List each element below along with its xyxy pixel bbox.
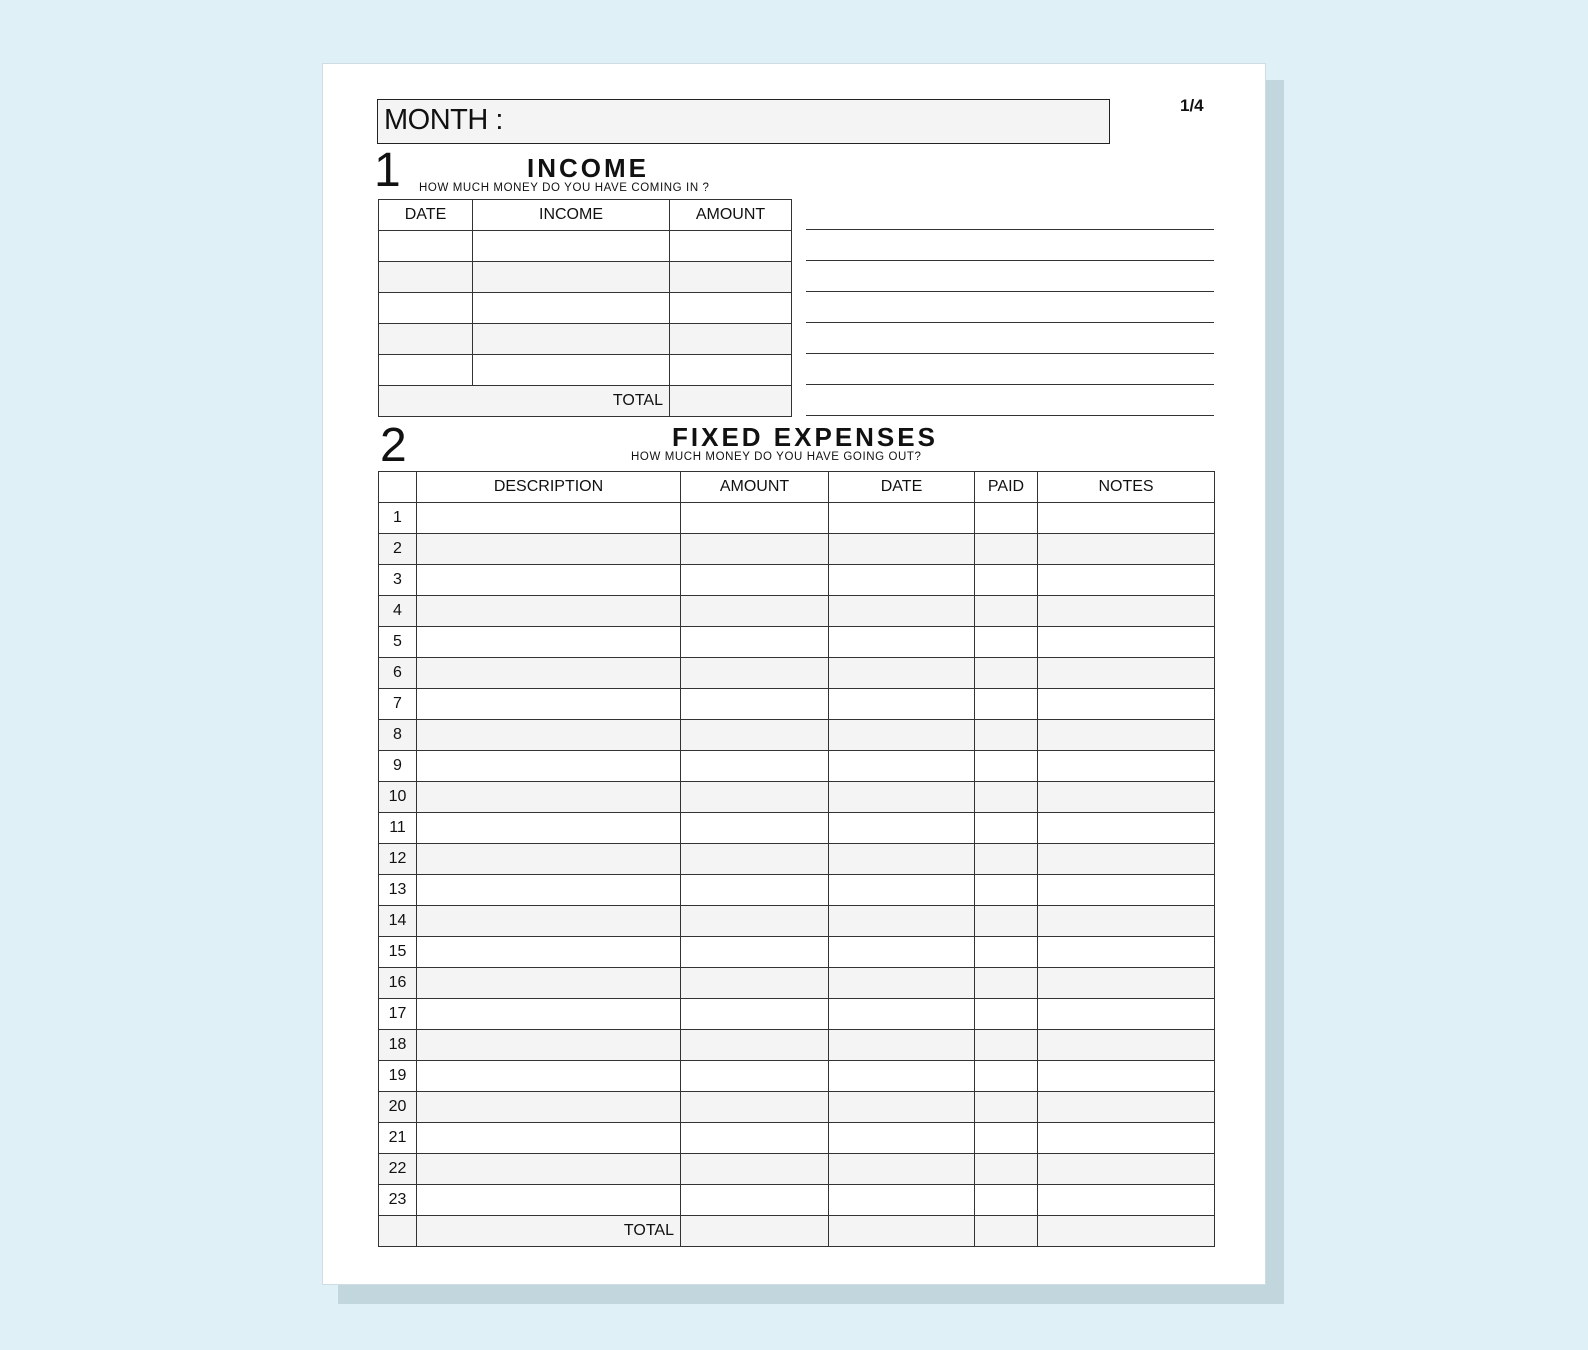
expense-row-number: 17 bbox=[379, 999, 417, 1030]
expense-description-cell[interactable] bbox=[417, 1123, 681, 1154]
income-date-cell[interactable] bbox=[379, 324, 473, 355]
expense-notes-cell[interactable] bbox=[1038, 596, 1215, 627]
expense-paid-cell[interactable] bbox=[975, 627, 1038, 658]
income-table bbox=[378, 199, 792, 417]
expense-row-number: 1 bbox=[379, 503, 417, 534]
expense-date-cell[interactable] bbox=[829, 906, 975, 937]
expense-notes-cell[interactable] bbox=[1038, 503, 1215, 534]
expense-notes-cell[interactable] bbox=[1038, 627, 1215, 658]
expense-paid-cell[interactable] bbox=[975, 782, 1038, 813]
expense-row-number: 23 bbox=[379, 1185, 417, 1216]
expense-row bbox=[379, 999, 1215, 1030]
expense-description-cell[interactable] bbox=[417, 534, 681, 565]
expense-notes-cell[interactable] bbox=[1038, 906, 1215, 937]
expense-date-cell[interactable] bbox=[829, 1123, 975, 1154]
expense-description-cell[interactable] bbox=[417, 999, 681, 1030]
expense-row bbox=[379, 565, 1215, 596]
expense-amount-cell[interactable] bbox=[681, 565, 829, 596]
expense-description-cell[interactable] bbox=[417, 937, 681, 968]
expense-row-number: 20 bbox=[379, 1092, 417, 1123]
income-subtitle: HOW MUCH MONEY DO YOU HAVE COMING IN ? bbox=[419, 182, 710, 194]
expense-notes-cell[interactable] bbox=[1038, 813, 1215, 844]
expense-row-number: 16 bbox=[379, 968, 417, 999]
income-total-cell[interactable] bbox=[670, 386, 792, 417]
expense-description-cell[interactable] bbox=[417, 503, 681, 534]
expense-paid-cell[interactable] bbox=[975, 937, 1038, 968]
expense-date-cell[interactable] bbox=[829, 720, 975, 751]
expense-row bbox=[379, 813, 1215, 844]
expense-paid-cell[interactable] bbox=[975, 720, 1038, 751]
expense-description-cell[interactable] bbox=[417, 782, 681, 813]
expense-row-number: 5 bbox=[379, 627, 417, 658]
expense-notes-cell[interactable] bbox=[1038, 565, 1215, 596]
expense-date-cell[interactable] bbox=[829, 968, 975, 999]
expense-row bbox=[379, 1154, 1215, 1185]
income-row bbox=[379, 293, 792, 324]
expense-row bbox=[379, 751, 1215, 782]
expense-description-cell[interactable] bbox=[417, 906, 681, 937]
expense-paid-cell[interactable] bbox=[975, 503, 1038, 534]
expense-description-cell[interactable] bbox=[417, 1092, 681, 1123]
expense-paid-cell[interactable] bbox=[975, 565, 1038, 596]
expense-description-cell[interactable] bbox=[417, 1061, 681, 1092]
expense-amount-cell[interactable] bbox=[681, 906, 829, 937]
income-section-number: 1 bbox=[374, 144, 401, 197]
expense-row bbox=[379, 875, 1215, 906]
expense-amount-cell[interactable] bbox=[681, 875, 829, 906]
expense-paid-cell[interactable] bbox=[975, 999, 1038, 1030]
note-line[interactable] bbox=[806, 199, 1214, 230]
expense-paid-cell[interactable] bbox=[975, 1154, 1038, 1185]
expenses-header-description: DESCRIPTION bbox=[417, 472, 681, 503]
expenses-table bbox=[378, 471, 1215, 1247]
income-date-cell[interactable] bbox=[379, 293, 473, 324]
expense-paid-cell[interactable] bbox=[975, 813, 1038, 844]
expense-amount-cell[interactable] bbox=[681, 999, 829, 1030]
expense-row bbox=[379, 534, 1215, 565]
expense-notes-cell[interactable] bbox=[1038, 875, 1215, 906]
expense-row-number: 15 bbox=[379, 937, 417, 968]
expense-date-cell[interactable] bbox=[829, 503, 975, 534]
expense-paid-cell[interactable] bbox=[975, 906, 1038, 937]
expense-date-cell[interactable] bbox=[829, 751, 975, 782]
expense-row bbox=[379, 937, 1215, 968]
income-source-cell[interactable] bbox=[473, 355, 670, 386]
expense-date-cell[interactable] bbox=[829, 875, 975, 906]
expense-notes-cell[interactable] bbox=[1038, 782, 1215, 813]
expense-amount-cell[interactable] bbox=[681, 813, 829, 844]
expense-notes-cell[interactable] bbox=[1038, 968, 1215, 999]
expense-paid-cell[interactable] bbox=[975, 1123, 1038, 1154]
income-amount-cell[interactable] bbox=[670, 355, 792, 386]
income-title: INCOME bbox=[527, 153, 649, 183]
expense-notes-cell[interactable] bbox=[1038, 937, 1215, 968]
expense-paid-cell[interactable] bbox=[975, 534, 1038, 565]
income-header-amount: AMOUNT bbox=[670, 200, 792, 231]
expense-description-cell[interactable] bbox=[417, 968, 681, 999]
expense-row bbox=[379, 782, 1215, 813]
expense-paid-cell[interactable] bbox=[975, 968, 1038, 999]
expense-row-number: 13 bbox=[379, 875, 417, 906]
expense-paid-cell[interactable] bbox=[975, 658, 1038, 689]
expense-date-cell[interactable] bbox=[829, 1154, 975, 1185]
income-total-row bbox=[379, 386, 792, 417]
note-line[interactable] bbox=[806, 385, 1214, 416]
expenses-title: FIXED EXPENSES bbox=[672, 422, 938, 452]
expense-row-number: 12 bbox=[379, 844, 417, 875]
expense-row-number: 9 bbox=[379, 751, 417, 782]
expense-row-number: 4 bbox=[379, 596, 417, 627]
expense-amount-cell[interactable] bbox=[681, 658, 829, 689]
expense-row-number: 11 bbox=[379, 813, 417, 844]
expense-description-cell[interactable] bbox=[417, 658, 681, 689]
expense-row-number: 3 bbox=[379, 565, 417, 596]
expense-amount-cell[interactable] bbox=[681, 1154, 829, 1185]
expense-date-cell[interactable] bbox=[829, 627, 975, 658]
expense-amount-cell[interactable] bbox=[681, 751, 829, 782]
expense-row bbox=[379, 906, 1215, 937]
income-source-cell[interactable] bbox=[473, 231, 670, 262]
expense-date-cell[interactable] bbox=[829, 844, 975, 875]
expenses-subtitle: HOW MUCH MONEY DO YOU HAVE GOING OUT? bbox=[631, 451, 922, 463]
expense-notes-cell[interactable] bbox=[1038, 999, 1215, 1030]
expenses-total-amount-cell[interactable] bbox=[681, 1216, 829, 1247]
expenses-header-paid: PAID bbox=[975, 472, 1038, 503]
expense-description-cell[interactable] bbox=[417, 1154, 681, 1185]
income-date-cell[interactable] bbox=[379, 262, 473, 293]
expense-row-number: 7 bbox=[379, 689, 417, 720]
expense-notes-cell[interactable] bbox=[1038, 658, 1215, 689]
income-row bbox=[379, 262, 792, 293]
expense-description-cell[interactable] bbox=[417, 596, 681, 627]
expense-date-cell[interactable] bbox=[829, 1030, 975, 1061]
income-header-row bbox=[379, 200, 792, 231]
expense-row bbox=[379, 1185, 1215, 1216]
expense-row-number: 8 bbox=[379, 720, 417, 751]
expense-row bbox=[379, 503, 1215, 534]
expense-paid-cell[interactable] bbox=[975, 1030, 1038, 1061]
expense-row bbox=[379, 1123, 1215, 1154]
expense-amount-cell[interactable] bbox=[681, 627, 829, 658]
expense-date-cell[interactable] bbox=[829, 658, 975, 689]
expense-notes-cell[interactable] bbox=[1038, 1061, 1215, 1092]
expense-notes-cell[interactable] bbox=[1038, 1154, 1215, 1185]
expense-row bbox=[379, 1061, 1215, 1092]
expense-paid-cell[interactable] bbox=[975, 1092, 1038, 1123]
expense-notes-cell[interactable] bbox=[1038, 534, 1215, 565]
expense-description-cell[interactable] bbox=[417, 689, 681, 720]
expense-date-cell[interactable] bbox=[829, 534, 975, 565]
expenses-total-paid-cell[interactable] bbox=[975, 1216, 1038, 1247]
expense-notes-cell[interactable] bbox=[1038, 1123, 1215, 1154]
income-row bbox=[379, 324, 792, 355]
expense-date-cell[interactable] bbox=[829, 1061, 975, 1092]
income-row bbox=[379, 355, 792, 386]
income-amount-cell[interactable] bbox=[670, 293, 792, 324]
income-amount-cell[interactable] bbox=[670, 231, 792, 262]
expenses-total-notes-cell[interactable] bbox=[1038, 1216, 1215, 1247]
expense-date-cell[interactable] bbox=[829, 813, 975, 844]
expense-description-cell[interactable] bbox=[417, 844, 681, 875]
expense-paid-cell[interactable] bbox=[975, 844, 1038, 875]
expense-description-cell[interactable] bbox=[417, 1030, 681, 1061]
expense-row-number: 10 bbox=[379, 782, 417, 813]
expenses-header-row bbox=[379, 472, 1215, 503]
expenses-header-date: DATE bbox=[829, 472, 975, 503]
expense-row-number: 2 bbox=[379, 534, 417, 565]
income-total-label: TOTAL bbox=[379, 386, 670, 417]
income-header-date: DATE bbox=[379, 200, 473, 231]
expense-row-number: 14 bbox=[379, 906, 417, 937]
expense-amount-cell[interactable] bbox=[681, 844, 829, 875]
expense-notes-cell[interactable] bbox=[1038, 1185, 1215, 1216]
expense-amount-cell[interactable] bbox=[681, 1185, 829, 1216]
expense-paid-cell[interactable] bbox=[975, 689, 1038, 720]
expense-paid-cell[interactable] bbox=[975, 1185, 1038, 1216]
expense-row bbox=[379, 658, 1215, 689]
expenses-total-label: TOTAL bbox=[417, 1216, 681, 1247]
expense-row-number: 19 bbox=[379, 1061, 417, 1092]
income-row bbox=[379, 231, 792, 262]
expense-row bbox=[379, 968, 1215, 999]
expenses-total-index bbox=[379, 1216, 417, 1247]
expenses-header-amount: AMOUNT bbox=[681, 472, 829, 503]
expense-date-cell[interactable] bbox=[829, 689, 975, 720]
expense-paid-cell[interactable] bbox=[975, 751, 1038, 782]
expense-row-number: 22 bbox=[379, 1154, 417, 1185]
expense-notes-cell[interactable] bbox=[1038, 844, 1215, 875]
expense-amount-cell[interactable] bbox=[681, 1030, 829, 1061]
expense-amount-cell[interactable] bbox=[681, 1123, 829, 1154]
expense-date-cell[interactable] bbox=[829, 1185, 975, 1216]
month-field[interactable] bbox=[377, 99, 1110, 144]
expense-amount-cell[interactable] bbox=[681, 503, 829, 534]
expense-date-cell[interactable] bbox=[829, 937, 975, 968]
expense-row-number: 18 bbox=[379, 1030, 417, 1061]
expense-row bbox=[379, 844, 1215, 875]
expense-row bbox=[379, 1030, 1215, 1061]
expense-description-cell[interactable] bbox=[417, 875, 681, 906]
income-amount-cell[interactable] bbox=[670, 262, 792, 293]
expense-description-cell[interactable] bbox=[417, 1185, 681, 1216]
expense-amount-cell[interactable] bbox=[681, 1061, 829, 1092]
income-amount-cell[interactable] bbox=[670, 324, 792, 355]
expense-notes-cell[interactable] bbox=[1038, 689, 1215, 720]
note-line[interactable] bbox=[806, 230, 1214, 261]
expense-amount-cell[interactable] bbox=[681, 782, 829, 813]
income-date-cell[interactable] bbox=[379, 231, 473, 262]
expense-description-cell[interactable] bbox=[417, 813, 681, 844]
expense-row-number: 21 bbox=[379, 1123, 417, 1154]
expense-description-cell[interactable] bbox=[417, 565, 681, 596]
expense-date-cell[interactable] bbox=[829, 565, 975, 596]
expense-description-cell[interactable] bbox=[417, 627, 681, 658]
income-source-cell[interactable] bbox=[473, 324, 670, 355]
expenses-header-notes: NOTES bbox=[1038, 472, 1215, 503]
expense-date-cell[interactable] bbox=[829, 596, 975, 627]
expenses-section-number: 2 bbox=[380, 419, 407, 472]
expense-notes-cell[interactable] bbox=[1038, 1030, 1215, 1061]
expense-row-number: 6 bbox=[379, 658, 417, 689]
income-notes-lines bbox=[806, 199, 1214, 416]
note-line[interactable] bbox=[806, 323, 1214, 354]
note-line[interactable] bbox=[806, 292, 1214, 323]
month-label: MONTH : bbox=[384, 104, 503, 136]
expenses-total-date-cell[interactable] bbox=[829, 1216, 975, 1247]
income-header-income: INCOME bbox=[473, 200, 670, 231]
expense-description-cell[interactable] bbox=[417, 751, 681, 782]
expense-row bbox=[379, 596, 1215, 627]
expense-date-cell[interactable] bbox=[829, 782, 975, 813]
expense-date-cell[interactable] bbox=[829, 1092, 975, 1123]
expenses-header-index bbox=[379, 472, 417, 503]
expense-description-cell[interactable] bbox=[417, 720, 681, 751]
expense-amount-cell[interactable] bbox=[681, 1092, 829, 1123]
income-source-cell[interactable] bbox=[473, 293, 670, 324]
expense-amount-cell[interactable] bbox=[681, 534, 829, 565]
expense-amount-cell[interactable] bbox=[681, 937, 829, 968]
expense-row bbox=[379, 627, 1215, 658]
income-date-cell[interactable] bbox=[379, 355, 473, 386]
expense-amount-cell[interactable] bbox=[681, 689, 829, 720]
expense-paid-cell[interactable] bbox=[975, 875, 1038, 906]
expense-paid-cell[interactable] bbox=[975, 1061, 1038, 1092]
expense-row bbox=[379, 1092, 1215, 1123]
expense-notes-cell[interactable] bbox=[1038, 751, 1215, 782]
expense-amount-cell[interactable] bbox=[681, 596, 829, 627]
note-line[interactable] bbox=[806, 261, 1214, 292]
income-source-cell[interactable] bbox=[473, 262, 670, 293]
page-number: 1/4 bbox=[1180, 96, 1204, 115]
expense-notes-cell[interactable] bbox=[1038, 720, 1215, 751]
expenses-total-row bbox=[379, 1216, 1215, 1247]
note-line[interactable] bbox=[806, 354, 1214, 385]
expense-amount-cell[interactable] bbox=[681, 968, 829, 999]
expense-amount-cell[interactable] bbox=[681, 720, 829, 751]
expense-row bbox=[379, 689, 1215, 720]
expense-date-cell[interactable] bbox=[829, 999, 975, 1030]
expense-row bbox=[379, 720, 1215, 751]
expense-paid-cell[interactable] bbox=[975, 596, 1038, 627]
expense-notes-cell[interactable] bbox=[1038, 1092, 1215, 1123]
